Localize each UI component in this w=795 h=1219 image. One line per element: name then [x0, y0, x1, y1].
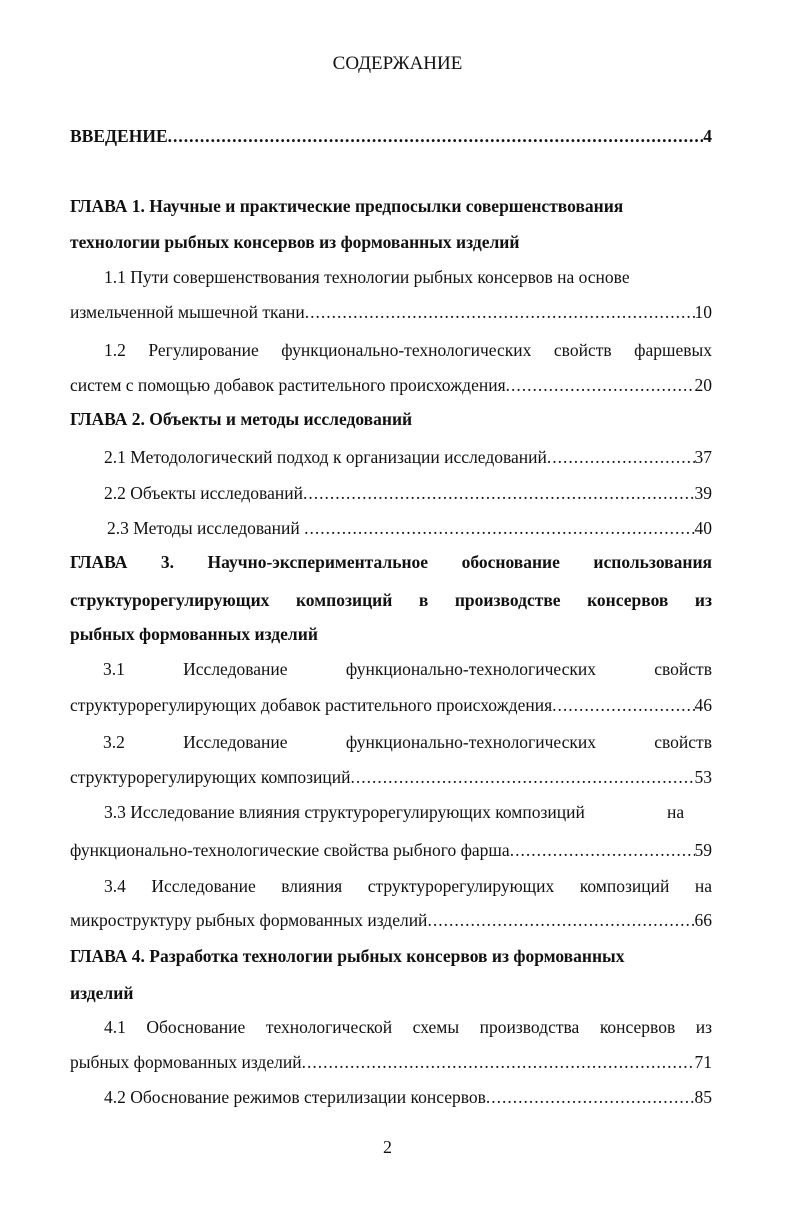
toc-text: структурорегулирующих добавок растительного происхождения — [70, 695, 553, 715]
toc-text: 2.2 Объекты исследований — [104, 483, 303, 503]
toc-section-3-1[interactable] — [103, 657, 712, 681]
toc-leader — [427, 908, 694, 932]
toc-word: свойств — [654, 659, 712, 679]
toc-word: функционально-технологических — [345, 659, 596, 679]
toc-text: функционально-технологические свойства рыбного фарша — [70, 840, 510, 860]
toc-section-1-1[interactable]: 1.1 Пути совершенствования технологии рыбных консервов на основе — [104, 267, 630, 287]
toc-word: свойств — [654, 732, 712, 752]
toc-page: 85 — [694, 1087, 712, 1107]
toc-page: 66 — [694, 910, 712, 930]
toc-text-end: на — [667, 802, 685, 822]
toc-leader — [303, 481, 695, 505]
toc-page: 20 — [694, 375, 712, 395]
toc-section-2-3[interactable] — [107, 516, 712, 540]
chapter-2-heading[interactable]: ГЛАВА 2. Объекты и методы исследований — [70, 409, 413, 429]
toc-page: 71 — [694, 1052, 712, 1072]
chapter-4-heading-cont[interactable]: изделий — [70, 983, 134, 1003]
toc-leader — [351, 765, 695, 789]
toc-leader — [486, 1085, 695, 1109]
chapter-3-heading[interactable]: ГЛАВА 3. Научно-экспериментальное обоснование использования — [70, 552, 712, 572]
page-number: 2 — [383, 1137, 392, 1157]
toc-section-2-2[interactable] — [104, 481, 712, 505]
toc-page: 37 — [694, 447, 712, 467]
toc-leader — [168, 124, 704, 148]
toc-page: 4 — [703, 126, 712, 146]
toc-word: функционально-технологических — [345, 732, 596, 752]
toc-page: 53 — [694, 767, 712, 787]
toc-leader — [547, 445, 695, 469]
toc-intro-label: ВВЕДЕНИЕ — [70, 126, 168, 146]
toc-text: измельченной мышечной ткани — [70, 302, 305, 322]
page-title: СОДЕРЖАНИЕ — [332, 53, 463, 74]
toc-word: Исследование — [183, 732, 288, 752]
toc-section-3-1-cont[interactable] — [70, 693, 712, 717]
toc-text: рыбных формованных изделий — [70, 1052, 302, 1072]
toc-section-3-4-cont[interactable] — [70, 908, 712, 932]
toc-num: 3.1 — [103, 659, 125, 679]
toc-section-3-2-cont[interactable] — [70, 765, 712, 789]
toc-section-1-2-cont[interactable] — [70, 373, 712, 397]
toc-page: 40 — [694, 518, 712, 538]
chapter-1-heading-cont[interactable]: технологии рыбных консервов из формованных изделий — [70, 232, 520, 252]
toc-section-2-1[interactable] — [104, 445, 712, 469]
toc-section-3-2[interactable] — [103, 730, 712, 754]
toc-text: микроструктуру рыбных формованных изделий — [70, 910, 428, 930]
toc-section-1-2[interactable]: 1.2 Регулирование функционально-технологических свойств фаршевых — [104, 340, 712, 360]
toc-leader — [552, 693, 694, 717]
toc-leader — [305, 300, 695, 324]
toc-section-4-1-cont[interactable] — [70, 1050, 712, 1074]
toc-section-3-3-cont[interactable] — [70, 838, 712, 862]
toc-section-4-2[interactable] — [104, 1085, 712, 1109]
toc-text: 3.3 Исследование влияния структурорегулирующих композиций — [104, 802, 585, 822]
toc-text: 2.1 Методологический подход к организации исследований — [104, 447, 547, 467]
toc-text: 2.3 Методы исследований — [107, 518, 305, 538]
toc-leader — [302, 1050, 695, 1074]
toc-page: 46 — [694, 695, 712, 715]
toc-intro[interactable] — [70, 124, 712, 148]
chapter-3-heading-cont[interactable]: структурорегулирующих композиций в производстве консервов из — [70, 590, 712, 610]
toc-num: 3.2 — [103, 732, 125, 752]
toc-leader — [506, 373, 695, 397]
chapter-3-heading-cont-2[interactable]: рыбных формованных изделий — [70, 624, 318, 644]
toc-section-4-1[interactable]: 4.1 Обоснование технологической схемы производства консервов из — [104, 1017, 712, 1037]
toc-section-1-1-cont[interactable] — [70, 300, 712, 324]
toc-leader — [510, 838, 695, 862]
toc-leader — [304, 516, 694, 540]
toc-word: Исследование — [183, 659, 288, 679]
toc-page: 39 — [694, 483, 712, 503]
toc-section-3-4[interactable]: 3.4 Исследование влияния структурорегулирующих композиций на — [104, 876, 712, 896]
toc-page: 10 — [694, 302, 712, 322]
toc-text: структурорегулирующих композиций — [70, 767, 351, 787]
chapter-1-heading[interactable]: ГЛАВА 1. Научные и практические предпосылки совершенствования — [70, 196, 624, 216]
toc-section-3-3[interactable] — [104, 800, 712, 824]
toc-text: 4.2 Обоснование режимов стерилизации консервов — [104, 1087, 486, 1107]
chapter-4-heading[interactable]: ГЛАВА 4. Разработка технологии рыбных консервов из формованных — [70, 946, 625, 966]
toc-text: систем с помощью добавок растительного происхождения — [70, 375, 506, 395]
toc-page: 59 — [694, 840, 712, 860]
